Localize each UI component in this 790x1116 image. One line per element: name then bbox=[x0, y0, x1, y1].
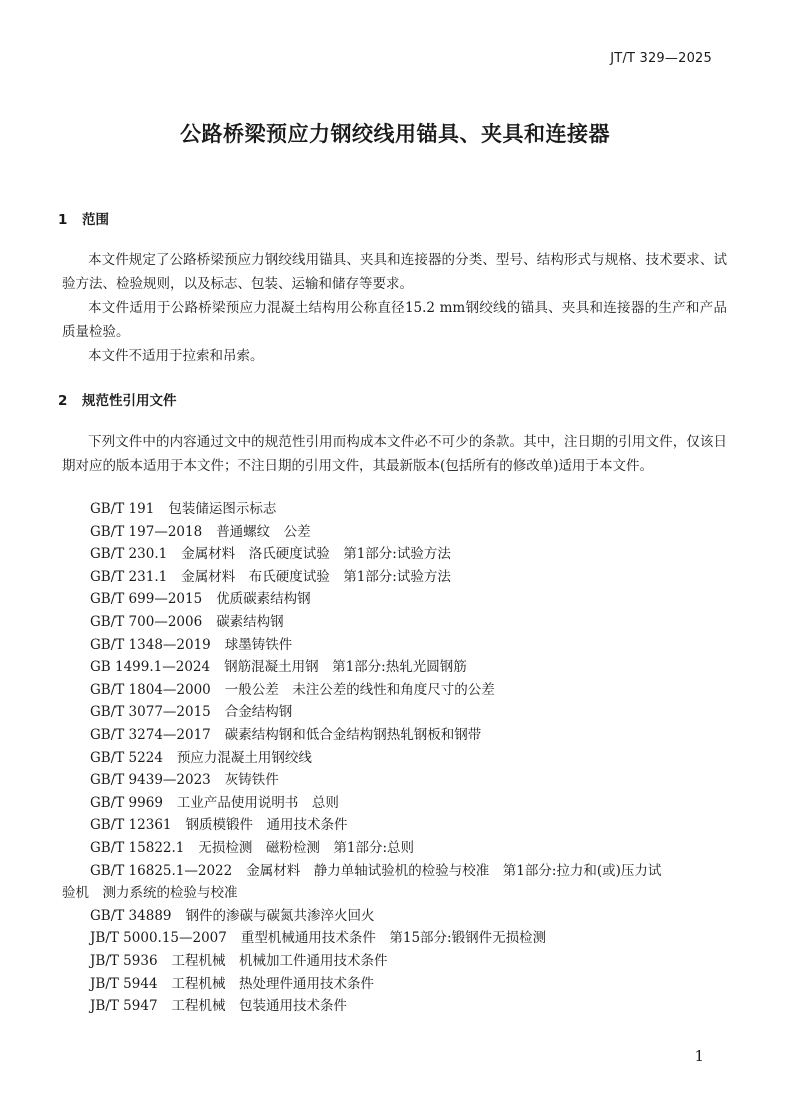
reference-code: GB/T 5224 bbox=[90, 749, 163, 766]
reference-title: 钢筋混凝土用钢 第1部分:热轧光圆钢筋 bbox=[224, 659, 467, 676]
reference-code: GB/T 1348—2019 bbox=[90, 636, 211, 653]
reference-title: 一般公差 未注公差的线性和角度尺寸的公差 bbox=[224, 681, 495, 698]
reference-item bbox=[90, 813, 348, 833]
reference-code: GB/T 1804—2000 bbox=[90, 681, 211, 698]
reference-title: 预应力混凝土用钢绞线 bbox=[176, 749, 312, 766]
reference-code: JB/T 5947 bbox=[90, 998, 158, 1015]
reference-item bbox=[90, 972, 374, 992]
reference-item bbox=[90, 994, 347, 1014]
reference-code: GB/T 700—2006 bbox=[90, 614, 203, 630]
reference-title: 金属材料 静力单轴试验机的检验与校准 第1部分:拉力和(或)压力试 bbox=[246, 862, 662, 879]
reference-code: JB/T 5936 bbox=[90, 953, 158, 969]
reference-title: 碳素结构钢 bbox=[216, 614, 284, 630]
reference-code: GB/T 15822.1 bbox=[90, 840, 185, 856]
reference-title: 金属材料 洛氏硬度试验 第1部分:试验方法 bbox=[181, 546, 451, 563]
reference-item bbox=[90, 655, 467, 675]
reference-item bbox=[90, 610, 284, 630]
reference-code: GB/T 3274—2017 bbox=[90, 727, 211, 743]
section-number: 1 bbox=[58, 212, 68, 228]
reference-item bbox=[90, 746, 312, 766]
reference-code: GB/T 34889 bbox=[90, 907, 172, 924]
reference-title: 优质碳素结构钢 bbox=[216, 591, 311, 608]
reference-item bbox=[90, 520, 311, 540]
reference-title: 包装储运图示标志 bbox=[168, 501, 277, 517]
reference-code: GB/T 191 bbox=[90, 501, 155, 517]
reference-title: 工程机械 机械加工件通用技术条件 bbox=[171, 953, 388, 969]
reference-title: 钢件的渗碳与碳氮共渗淬火回火 bbox=[185, 907, 375, 924]
reference-item bbox=[90, 949, 388, 969]
reference-title: 工程机械 热处理件通用技术条件 bbox=[171, 975, 375, 992]
standard-code: JT/T 329—2025 bbox=[610, 51, 712, 66]
reference-title: 碳素结构钢和低合金结构钢热轧钢板和钢带 bbox=[224, 727, 482, 743]
reference-title: 普通螺纹 公差 bbox=[216, 523, 311, 540]
reference-item bbox=[90, 926, 546, 946]
reference-title-continuation: 验机 测力系统的检验与校准 bbox=[62, 885, 238, 902]
reference-title: 金属材料 布氏硬度试验 第1部分:试验方法 bbox=[181, 568, 451, 585]
references-intro: 下列文件中的内容通过文中的规范性引用而构成本文件必不可少的条款。其中，注日期的引用文件，仅该日期对应的版本适用于本文件；不注日期的引用文件，其最新版本(包括所有的修改单)适用于本文件。 bbox=[62, 434, 727, 474]
section-title: 范围 bbox=[82, 212, 109, 228]
reference-item bbox=[90, 587, 311, 607]
scope-paragraph-1: 本文件规定了公路桥梁预应力钢绞线用锚具、夹具和连接器的分类、型号、结构形式与规格、技术要求、试验方法、检验规则，以及标志、包装、运输和储存等要求。 bbox=[62, 252, 727, 292]
reference-code: GB/T 3077—2015 bbox=[90, 704, 211, 721]
document-title: 公路桥梁预应力钢绞线用锚具、夹具和连接器 bbox=[180, 122, 610, 146]
reference-item bbox=[90, 904, 375, 924]
reference-item bbox=[90, 791, 339, 811]
reference-title: 工业产品使用说明书 总则 bbox=[176, 794, 339, 811]
reference-item bbox=[90, 542, 451, 562]
reference-code: GB/T 230.1 bbox=[90, 546, 168, 563]
section-2-heading bbox=[58, 389, 177, 409]
reference-code: GB/T 12361 bbox=[90, 817, 172, 834]
reference-item bbox=[90, 633, 292, 653]
reference-item bbox=[90, 836, 414, 856]
reference-title: 无损检测 磁粉检测 第1部分:总则 bbox=[198, 840, 415, 856]
section-title: 规范性引用文件 bbox=[82, 393, 177, 409]
reference-title: 重型机械通用技术条件 第15部分:锻钢件无损检测 bbox=[240, 930, 547, 947]
reference-title: 钢质模锻件 通用技术条件 bbox=[185, 817, 348, 834]
reference-code: GB/T 9439—2023 bbox=[90, 772, 211, 789]
reference-item bbox=[90, 768, 279, 788]
reference-code: GB/T 9969 bbox=[90, 794, 163, 811]
reference-item bbox=[90, 859, 661, 879]
reference-title: 工程机械 包装通用技术条件 bbox=[171, 998, 348, 1015]
page-number: 1 bbox=[694, 1047, 704, 1065]
scope-paragraph-2: 本文件适用于公路桥梁预应力混凝土结构用公称直径15.2 mm钢绞线的锚具、夹具和连接器的生产和产品质量检验。 bbox=[62, 300, 727, 340]
section-1-heading bbox=[58, 208, 109, 228]
reference-title: 球墨铸铁件 bbox=[224, 636, 293, 653]
reference-item bbox=[90, 565, 451, 585]
reference-item bbox=[90, 700, 292, 720]
reference-title: 合金结构钢 bbox=[224, 704, 293, 721]
section-number: 2 bbox=[58, 393, 68, 409]
reference-code: JB/T 5000.15—2007 bbox=[90, 930, 227, 947]
scope-paragraph-3: 本文件不适用于拉索和吊索。 bbox=[88, 348, 264, 364]
reference-code: GB/T 699—2015 bbox=[90, 591, 203, 608]
reference-title: 灰铸铁件 bbox=[224, 772, 279, 789]
reference-item bbox=[90, 723, 481, 743]
reference-item bbox=[90, 497, 276, 517]
reference-item bbox=[90, 678, 495, 698]
reference-code: JB/T 5944 bbox=[90, 975, 158, 992]
reference-code: GB/T 231.1 bbox=[90, 568, 168, 585]
reference-code: GB/T 16825.1—2022 bbox=[90, 862, 233, 879]
reference-code: GB/T 197—2018 bbox=[90, 523, 203, 540]
reference-code: GB 1499.1—2024 bbox=[90, 659, 211, 676]
